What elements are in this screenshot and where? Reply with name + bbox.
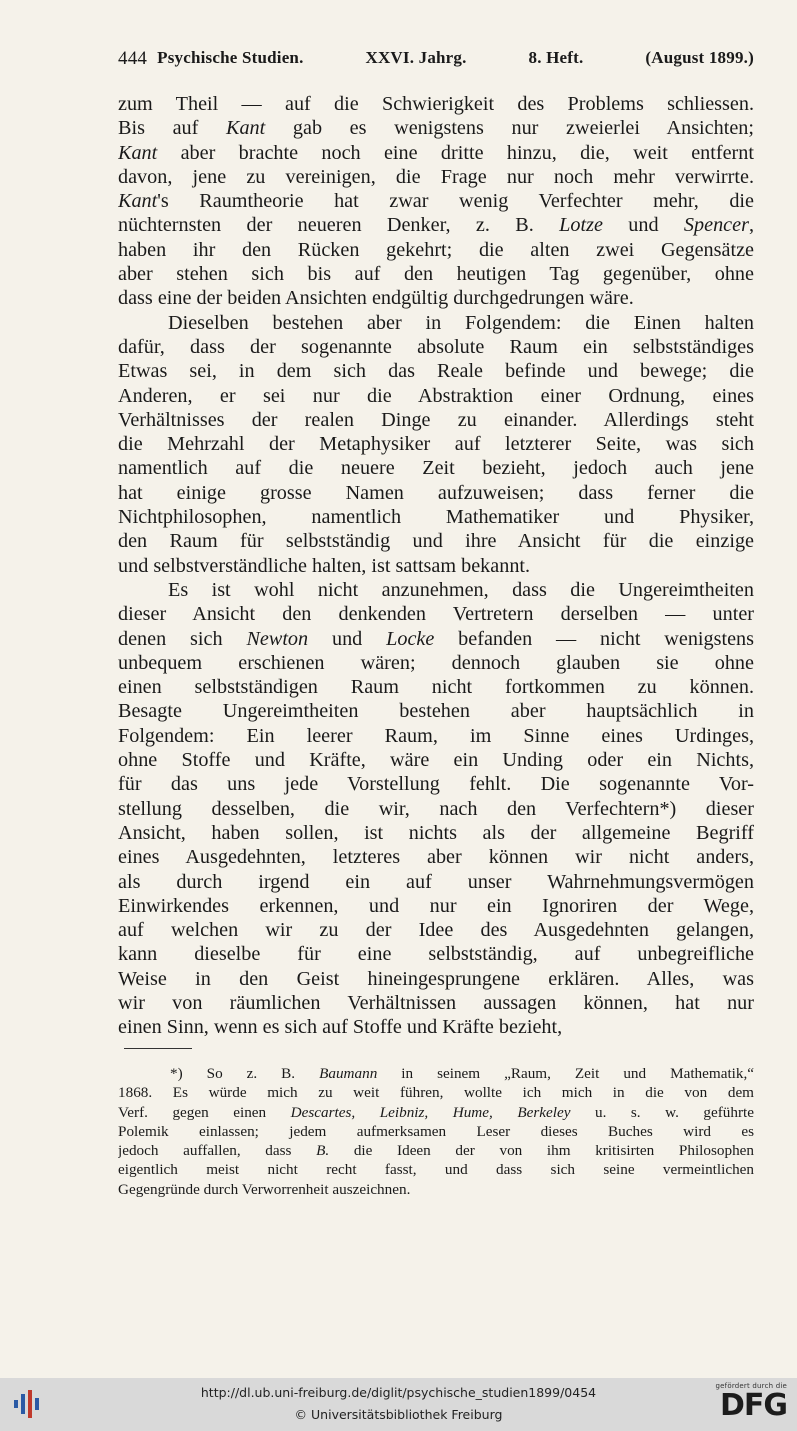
- footnote-line: [118, 1122, 754, 1141]
- italic-name: Kant: [118, 190, 158, 213]
- text-run: Einwirkendes erkennen, und nur ein Ignoriren der Wege,: [118, 894, 754, 917]
- text-line: [118, 116, 754, 140]
- text-run: die Mehrzahl der Metaphysiker auf letzterer Seite, was sich: [118, 433, 754, 456]
- text-run: namentlich auf die neuere Zeit bezieht, jedoch auch jene: [118, 457, 754, 480]
- text-run: jedoch auffallen, dass: [118, 1142, 317, 1160]
- dfg-logo: [701, 1382, 787, 1428]
- text-line: [118, 408, 754, 432]
- text-line: [118, 238, 754, 262]
- journal-title: Psychische Studien.: [157, 48, 304, 67]
- text-line: [118, 797, 754, 821]
- italic-name: Spencer: [683, 214, 749, 237]
- text-run: davon, jene zu vereinigen, die Frage nur noch mehr verwirrte.: [118, 165, 754, 188]
- footnote-line: [118, 1103, 754, 1122]
- footnote-line: [118, 1160, 754, 1179]
- italic-name: Kant: [118, 141, 158, 164]
- text-line: [118, 845, 754, 869]
- text-run: kann dieselbe für eine selbstständig, auf unbegreifliche: [118, 943, 754, 966]
- text-run: für das uns jede Vorstellung fehlt. Die sogenannte Vor-: [118, 773, 754, 796]
- text-run: u. s. w. geführte: [570, 1103, 754, 1121]
- text-run: Polemik einlassen; jedem aufmerksamen Leser dieses Buches wird es: [118, 1122, 754, 1140]
- text-line: [118, 942, 754, 966]
- italic-name: Descartes, Leibniz, Hume, Berkeley: [290, 1103, 571, 1121]
- text-run: dieser Ansicht den denkenden Vertretern derselben — unter: [118, 603, 754, 626]
- text-run: unbequem erschienen wären; dennoch glauben sie ohne: [118, 651, 754, 674]
- dfg-tagline: gefördert durch die: [715, 1382, 787, 1390]
- text-run: Besagte Ungereimtheiten bestehen aber hauptsächlich in: [118, 700, 754, 723]
- text-run: *) So z. B.: [170, 1065, 320, 1082]
- italic-name: Locke: [386, 627, 435, 650]
- text-run: aber brachte noch eine dritte hinzu, die, weit entfernt: [157, 141, 754, 164]
- text-run: nüchternsten der neueren Denker, z. B.: [118, 214, 560, 237]
- issue-label: 8. Heft.: [528, 48, 584, 67]
- text-run: den Raum für selbstständig und ihre Ansicht für die einzige: [118, 530, 754, 553]
- viewer-footer-bar: [0, 1378, 797, 1431]
- text-run: Nichtphilosophen, namentlich Mathematiker und Physiker,: [118, 506, 754, 529]
- text-line: [118, 262, 754, 286]
- text-run: auf welchen wir zu der Idee des Ausgedehnten gelangen,: [118, 919, 754, 942]
- text-line: [118, 529, 754, 553]
- text-run: und selbstverständliche halten, ist sattsam bekannt.: [118, 554, 531, 577]
- text-run: 1868. Es würde mich zu weit führen, wollte ich mich in die von dem: [118, 1084, 754, 1102]
- text-line: [118, 699, 754, 723]
- text-line: [118, 92, 754, 116]
- text-run: denen sich: [118, 627, 247, 650]
- text-run: wir von räumlichen Verhältnissen aussagen können, hat nur: [118, 991, 754, 1014]
- text-run: ,: [748, 214, 754, 237]
- text-line: [118, 918, 754, 942]
- text-line: [118, 651, 754, 675]
- text-run: dass eine der beiden Ansichten endgültig durchgedrungen wäre.: [118, 287, 634, 310]
- text-line: [118, 578, 754, 602]
- text-run: Ansicht, haben sollen, ist nichts als der allgemeine Begriff: [118, 821, 754, 844]
- text-line: [118, 311, 754, 335]
- text-line: [118, 967, 754, 991]
- text-run: gab es wenigstens nur zweierlei Ansichten;: [265, 117, 754, 140]
- text-run: eigentlich meist nicht recht fasst, und dass sich seine vermeintlichen: [118, 1161, 754, 1179]
- text-line: [118, 724, 754, 748]
- text-line: [118, 286, 754, 310]
- text-run: Verhältnisses der realen Dinge zu einander. Allerdings steht: [118, 408, 754, 431]
- text-run: und: [602, 214, 684, 237]
- text-run: in seinem „Raum, Zeit und Mathematik,“: [377, 1065, 754, 1082]
- text-run: befanden — nicht wenigstens: [434, 627, 754, 650]
- source-url[interactable]: http://dl.ub.uni-freiburg.de/diglit/psychische_studien1899/0454: [200, 1385, 597, 1400]
- text-line: [118, 772, 754, 796]
- text-run: Etwas sei, in dem sich das Reale befinde und bewege; die: [118, 360, 754, 383]
- text-line: [118, 384, 754, 408]
- running-header: [118, 48, 754, 70]
- text-run: zum Theil — auf die Schwierigkeit des Problems schliessen.: [118, 93, 754, 115]
- text-run: Weise in den Geist hineingesprungene erklären. Alles, was: [118, 967, 754, 990]
- text-run: aber stehen sich bis auf den heutigen Tag gegenüber, ohne: [118, 263, 754, 286]
- text-run: Verf. gegen einen: [118, 1103, 291, 1121]
- text-line: [118, 821, 754, 845]
- text-line: [118, 748, 754, 772]
- footnote-rule: [124, 1048, 192, 1049]
- text-run: hat einige grosse Namen aufzuweisen; dass ferner die: [118, 481, 754, 504]
- dfg-logo-mark: DFG: [719, 1388, 787, 1423]
- text-line: [118, 870, 754, 894]
- text-line: [118, 456, 754, 480]
- text-run: einen selbstständigen Raum nicht fortkommen zu können.: [118, 676, 754, 699]
- text-line: [118, 481, 754, 505]
- text-line: [118, 359, 754, 383]
- footnote-line: [118, 1064, 754, 1083]
- text-run: dafür, dass der sogenannte absolute Raum ein selbstständiges: [118, 335, 754, 358]
- text-run: Folgendem: Ein leerer Raum, im Sinne eines Urdinges,: [118, 724, 754, 747]
- text-run: die Ideen der von ihm kritisirten Philosophen: [329, 1142, 754, 1160]
- text-line: [118, 1015, 754, 1039]
- text-line: [118, 991, 754, 1015]
- text-run: stellung desselben, die wir, nach den Verfechtern*) dieser: [118, 797, 754, 820]
- text-line: [118, 505, 754, 529]
- footnote-line: [118, 1180, 754, 1199]
- text-run: Es ist wohl nicht anzunehmen, dass die Ungereimtheiten: [168, 578, 754, 601]
- text-run: eines Ausgedehnten, letzteres aber können wir nicht anders,: [118, 846, 754, 869]
- text-run: Bis auf: [118, 117, 226, 140]
- text-run: Dieselben bestehen aber in Folgendem: die Einen halten: [168, 311, 754, 334]
- italic-name: Kant: [225, 117, 266, 140]
- text-line: [118, 432, 754, 456]
- text-line: [118, 602, 754, 626]
- text-run: ohne Stoffe und Kräfte, wäre ein Unding oder ein Nichts,: [118, 749, 754, 772]
- text-line: [118, 213, 754, 237]
- text-line: [118, 141, 754, 165]
- volume-label: XXVI. Jahrg.: [365, 48, 467, 67]
- text-run: haben ihr den Rücken gekehrt; die alten zwei Gegensätze: [118, 238, 754, 261]
- text-line: [118, 627, 754, 651]
- text-run: als durch irgend ein auf unser Wahrnehmungsvermögen: [118, 870, 754, 893]
- text-run: Anderen, er sei nur die Abstraktion einer Ordnung, eines: [118, 384, 754, 407]
- text-run: 's Raumtheorie hat zwar wenig Verfechter mehr, die: [157, 190, 754, 213]
- footnote-line: [118, 1083, 754, 1102]
- footnote: [118, 1064, 754, 1199]
- footnote-line: [118, 1141, 754, 1160]
- text-run: Gegengründe durch Verworrenheit auszeichnen.: [118, 1180, 411, 1198]
- text-line: [118, 894, 754, 918]
- text-line: [118, 165, 754, 189]
- issue-date: (August 1899.): [645, 48, 754, 67]
- text-line: [118, 675, 754, 699]
- text-line: [118, 335, 754, 359]
- italic-name: B.: [316, 1142, 330, 1160]
- page-number: 444: [118, 48, 148, 69]
- body-text: [118, 92, 754, 1040]
- text-line: [118, 554, 754, 578]
- text-run: einen Sinn, wenn es sich auf Stoffe und Kräfte bezieht,: [118, 1016, 563, 1039]
- text-run: und: [308, 627, 387, 650]
- italic-name: Newton: [246, 627, 309, 650]
- italic-name: Lotze: [559, 214, 603, 237]
- text-line: [118, 189, 754, 213]
- copyright-notice: © Universitätsbibliothek Freiburg: [294, 1407, 503, 1422]
- italic-name: Baumann: [319, 1065, 378, 1082]
